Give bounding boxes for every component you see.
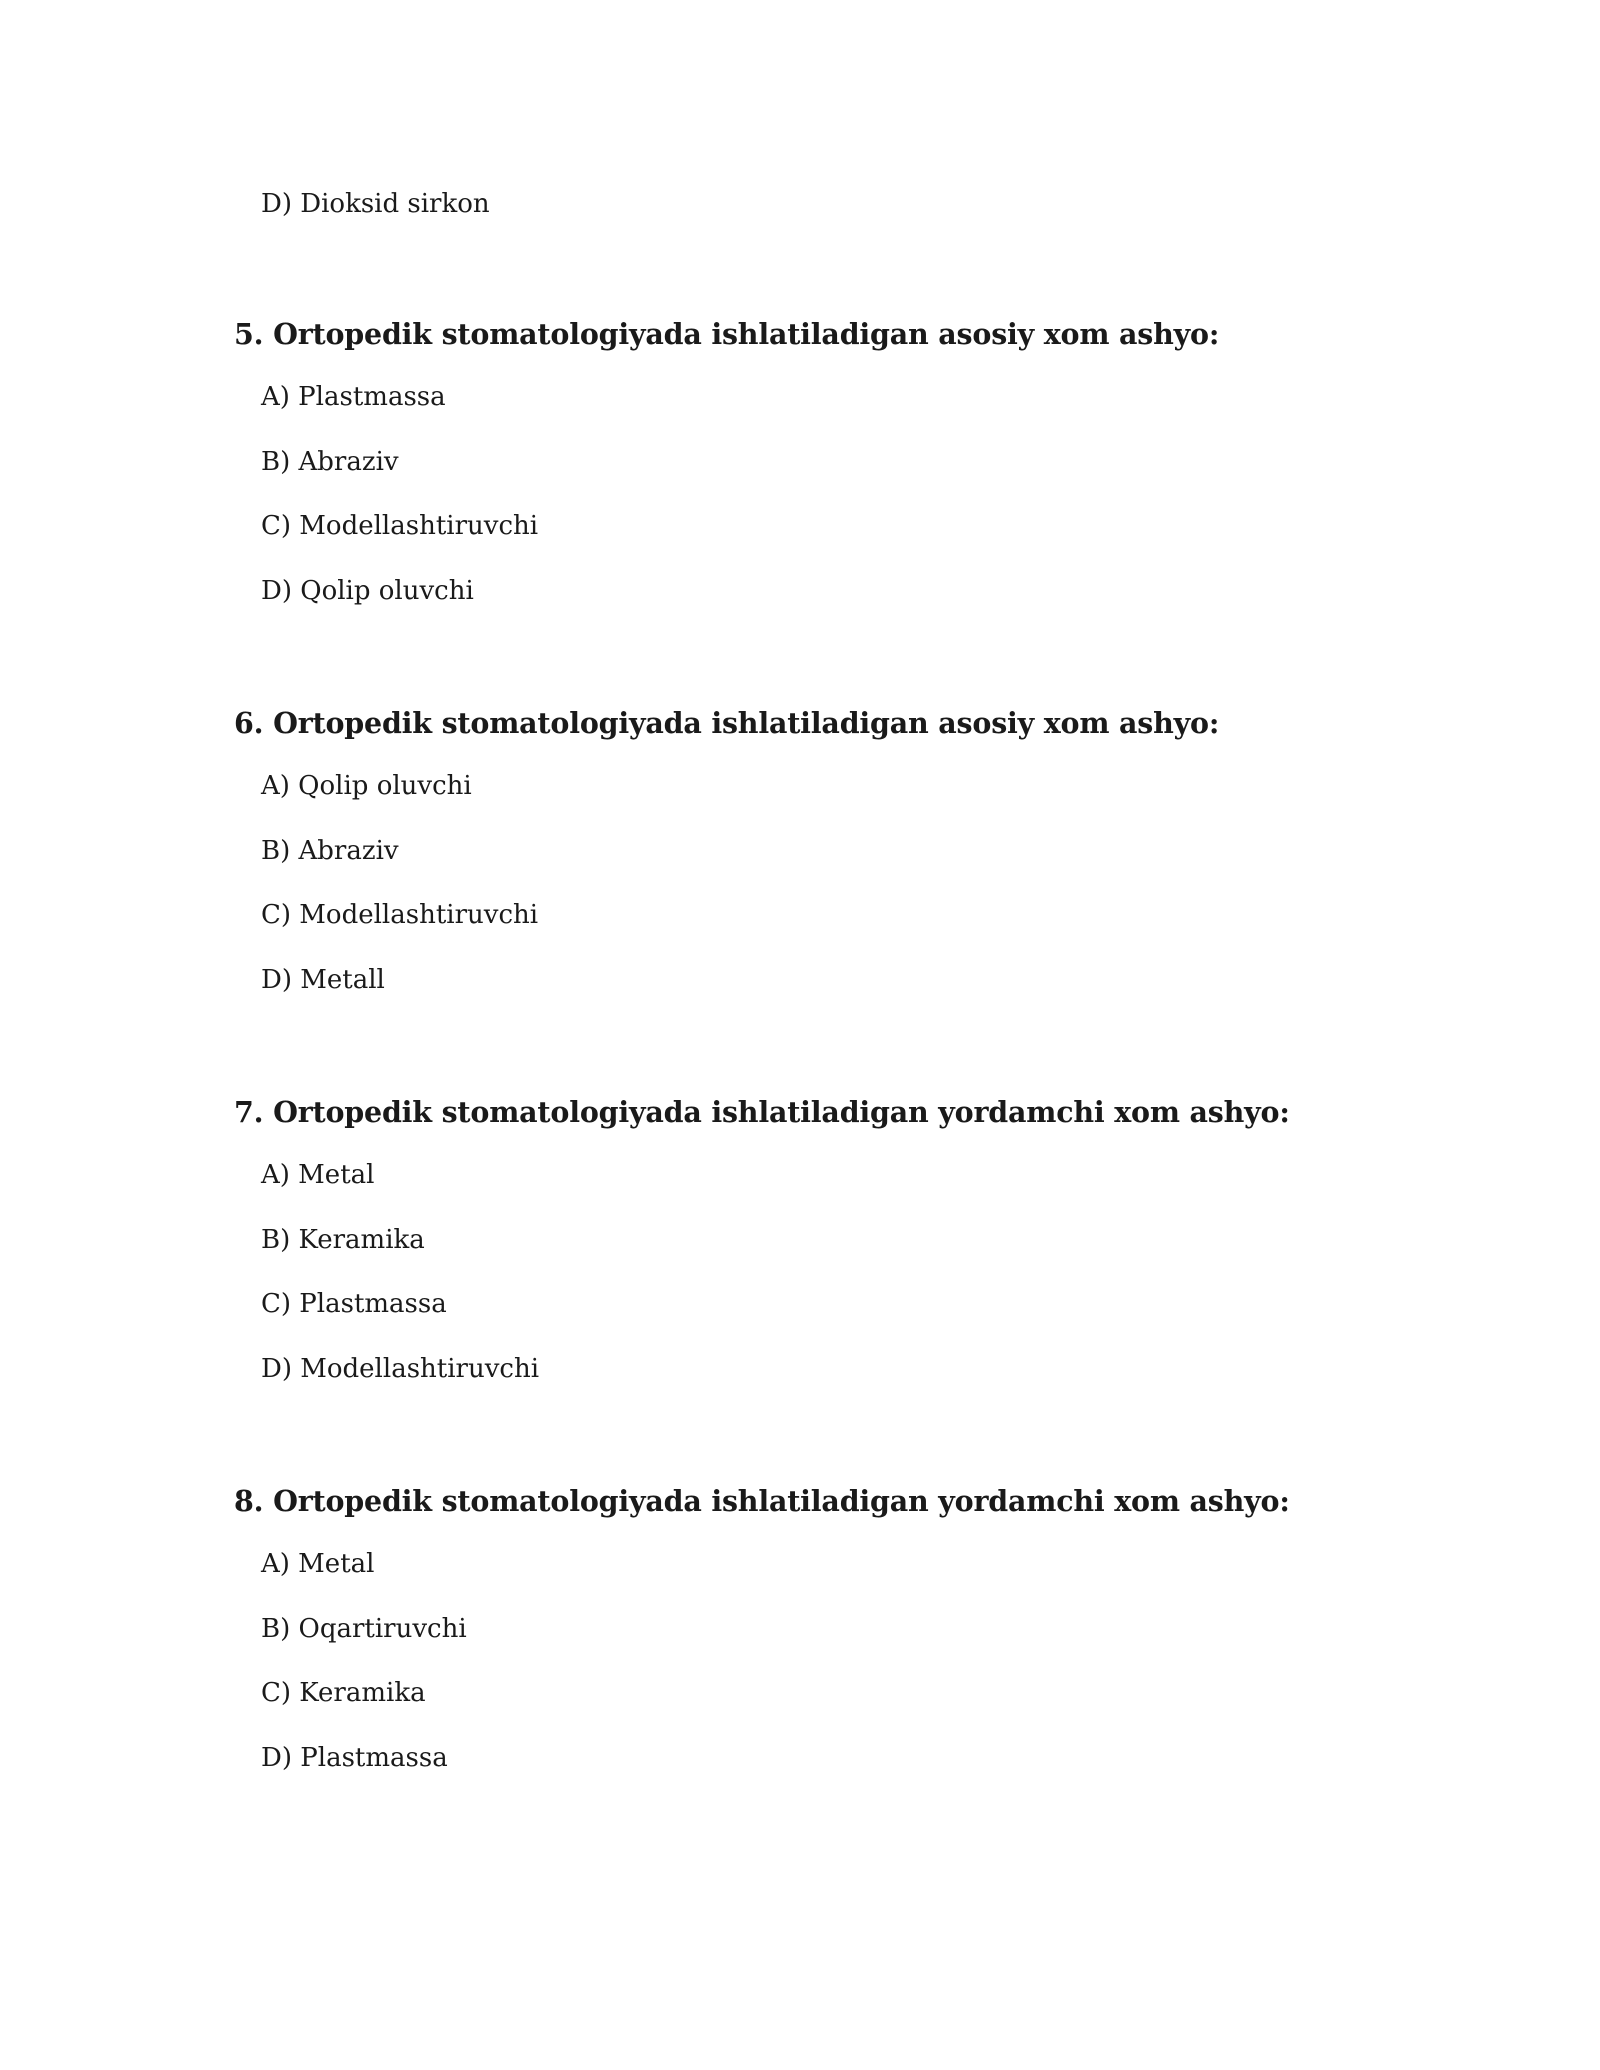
option-b: B) Keramika: [261, 1224, 425, 1255]
option-d: D) Qolip oluvchi: [261, 575, 474, 606]
option-d: D) Metall: [261, 964, 385, 995]
options-list: [234, 379, 1484, 609]
question-title: 6. Ortopedik stomatologiyada ishlatiladigan asosiy xom ashyo:: [234, 706, 1220, 740]
option-a: A) Plastmassa: [261, 382, 446, 412]
options-list: [234, 768, 1484, 998]
option-c: C) Plastmassa: [261, 1289, 447, 1319]
question-7: [234, 1092, 1484, 1415]
option-b: B) Abraziv: [261, 835, 399, 866]
question-title: 8. Ortopedik stomatologiyada ishlatiladigan yordamchi xom ashyo:: [234, 1484, 1290, 1518]
question-5: [234, 314, 1484, 637]
option-c: C) Modellashtiruvchi: [261, 900, 539, 930]
question-8: [234, 1481, 1484, 1804]
question-title: 5. Ortopedik stomatologiyada ishlatiladigan asosiy xom ashyo:: [234, 317, 1220, 351]
option-b: B) Oqartiruvchi: [261, 1613, 467, 1644]
continued-option-d: D) Dioksid sirkon: [261, 189, 490, 219]
option-b: B) Abraziv: [261, 446, 399, 477]
option-d: D) Plastmassa: [261, 1742, 448, 1773]
options-list: [234, 1546, 1484, 1776]
option-c: C) Modellashtiruvchi: [261, 511, 539, 541]
option-d: D) Modellashtiruvchi: [261, 1353, 540, 1384]
option-a: A) Qolip oluvchi: [261, 771, 472, 801]
option-a: A) Metal: [261, 1160, 375, 1190]
option-a: A) Metal: [261, 1549, 375, 1579]
options-list: [234, 1157, 1484, 1387]
option-c: C) Keramika: [261, 1678, 426, 1708]
question-title: 7. Ortopedik stomatologiyada ishlatiladigan yordamchi xom ashyo:: [234, 1095, 1290, 1129]
question-6: [234, 703, 1484, 1026]
